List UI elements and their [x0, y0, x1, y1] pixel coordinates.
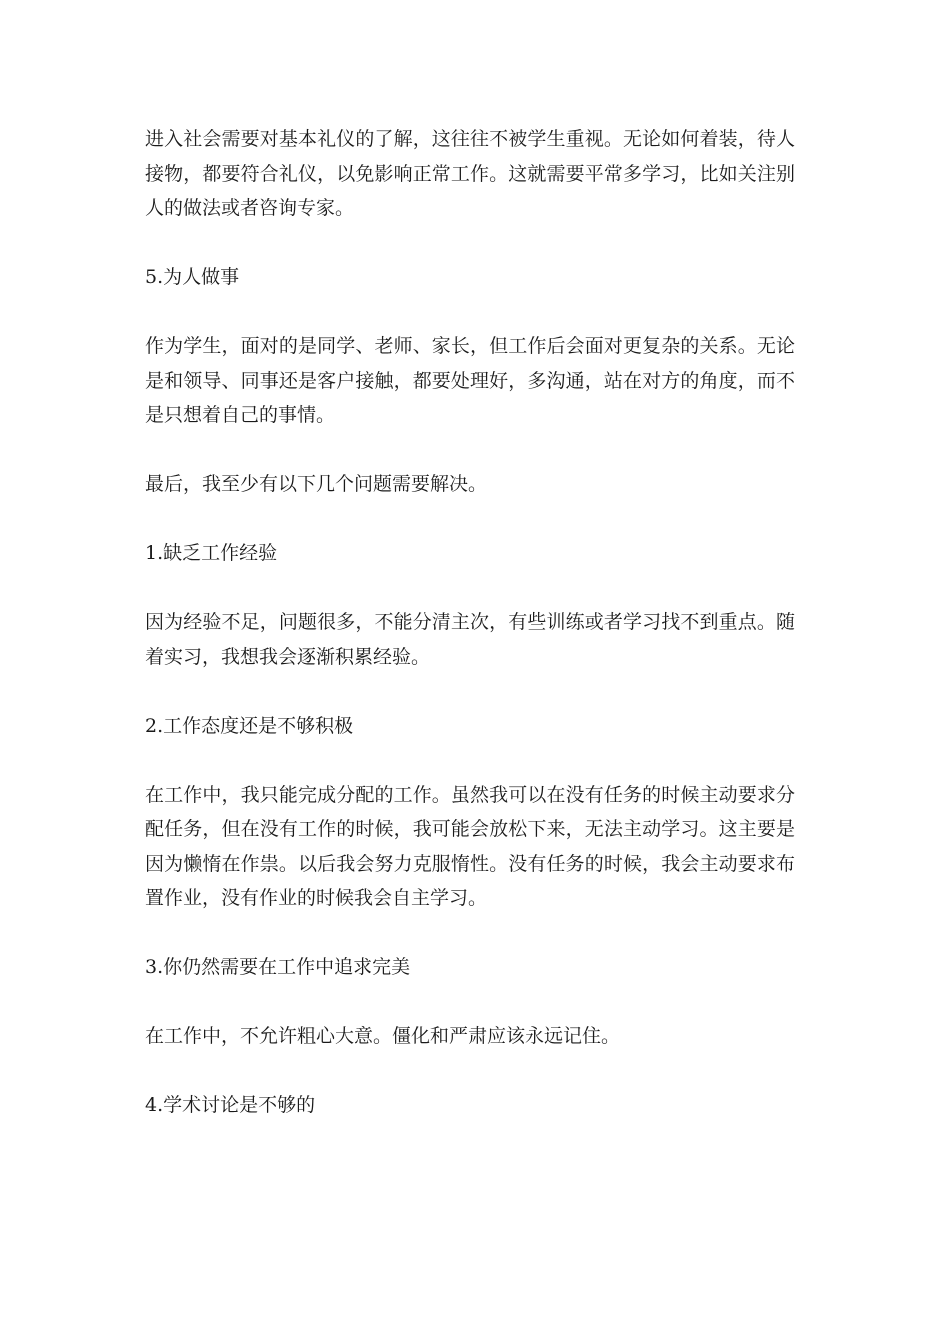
- paragraph-relationships: 作为学生，面对的是同学、老师、家长，但工作后会面对更复杂的关系。无论是和领导、同事还是客户接触，都要处理好，多沟通，站在对方的角度，而不是只想着自己的事情。: [145, 335, 795, 426]
- heading-1-experience: 1.缺乏工作经验: [145, 542, 278, 564]
- heading-3-perfection: 3.你仍然需要在工作中追求完美: [145, 956, 411, 978]
- heading-5-conduct: 5.为人做事: [145, 266, 240, 288]
- paragraph-problems-intro: 最后，我至少有以下几个问题需要解决。: [145, 473, 488, 495]
- paragraph-perfection: 在工作中，不允许粗心大意。僵化和严肃应该永远记住。: [145, 1025, 621, 1047]
- paragraph-etiquette: 进入社会需要对基本礼仪的了解，这往往不被学生重视。无论如何着装，待人接物，都要符合礼仪，以免影响正常工作。这就需要平常多学习，比如关注别人的做法或者咨询专家。: [145, 128, 795, 219]
- paragraph-attitude: 在工作中，我只能完成分配的工作。虽然我可以在没有任务的时候主动要求分配任务，但在没有工作的时候，我可能会放松下来，无法主动学习。这主要是因为懒惰在作祟。以后我会努力克服惰性。没有任务的时候，我会主动要求布置作业，没有作业的时候我会自主学习。: [145, 783, 795, 909]
- document-body: [145, 122, 795, 1157]
- paragraph-experience: 因为经验不足，问题很多，不能分清主次，有些训练或者学习找不到重点。随着实习，我想我会逐渐积累经验。: [145, 611, 795, 668]
- heading-4-academic: 4.学术讨论是不够的: [145, 1094, 316, 1116]
- heading-2-attitude: 2.工作态度还是不够积极: [145, 714, 354, 737]
